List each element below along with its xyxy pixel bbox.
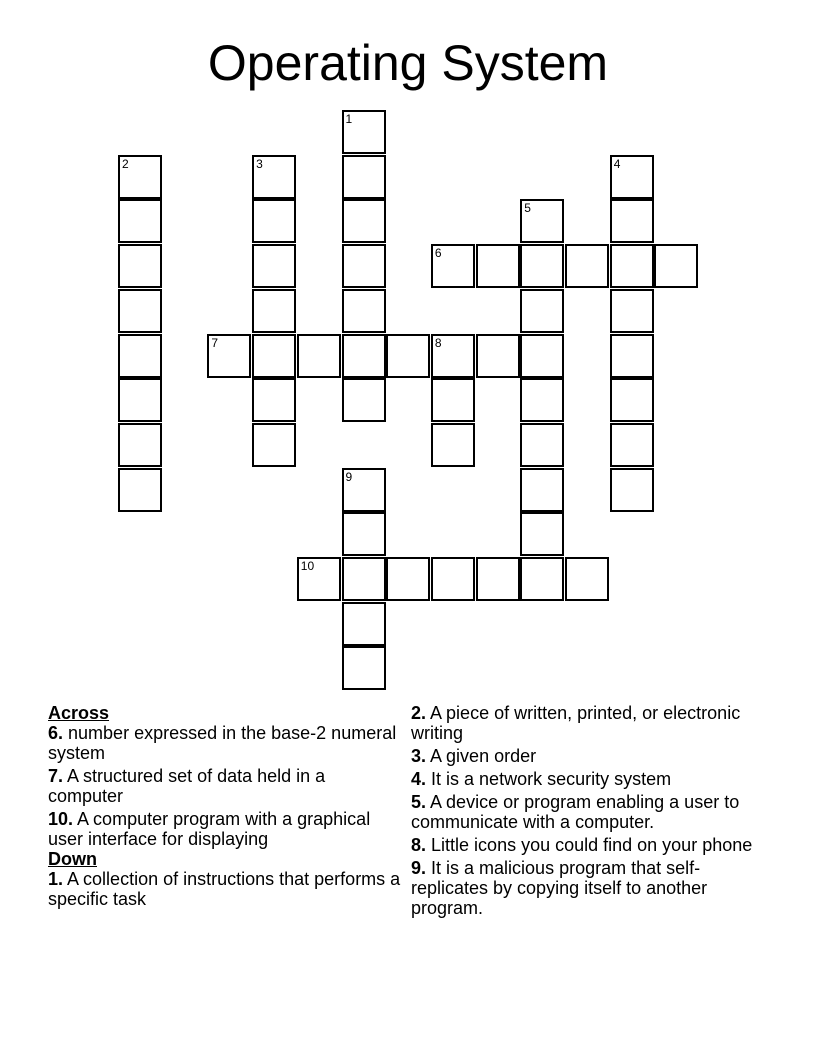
grid-cell[interactable] [118, 423, 162, 467]
clue-number: 8. [411, 835, 427, 855]
grid-cell[interactable] [342, 378, 386, 422]
across-clue-10 [48, 809, 403, 849]
clue-text: Little icons you could find on your phone [431, 835, 753, 855]
clue-number-label: 3 [256, 156, 263, 171]
grid-cell[interactable] [297, 557, 341, 601]
grid-cell[interactable] [610, 334, 654, 378]
grid-cell[interactable] [118, 244, 162, 288]
grid-cell[interactable] [610, 378, 654, 422]
across-heading: Across [48, 703, 110, 723]
grid-cell[interactable] [520, 289, 564, 333]
grid-cell[interactable] [342, 110, 386, 154]
grid-cell[interactable] [520, 378, 564, 422]
clue-number-label: 6 [434, 246, 442, 261]
grid-cell[interactable] [520, 334, 564, 378]
grid-cell[interactable] [297, 334, 341, 378]
grid-cell[interactable] [252, 423, 296, 467]
clue-number: 3. [411, 746, 427, 766]
down-clue-5 [411, 792, 771, 832]
grid-cell[interactable] [520, 244, 564, 288]
clue-text: A computer program with a graphical user interface for displaying [48, 809, 371, 849]
grid-cell[interactable] [342, 557, 386, 601]
grid-cell[interactable] [476, 557, 520, 601]
grid-cell[interactable] [118, 378, 162, 422]
clue-text: A device or program enabling a user to communicate with a computer. [411, 792, 740, 832]
grid-cell[interactable] [610, 468, 654, 512]
grid-cell[interactable] [431, 378, 475, 422]
grid-cell[interactable] [118, 199, 162, 243]
down-clue-3 [411, 746, 771, 766]
grid-cell[interactable] [118, 334, 162, 378]
grid-cell[interactable] [520, 557, 564, 601]
grid-cell[interactable] [610, 155, 654, 199]
grid-cell[interactable] [431, 423, 475, 467]
clue-number-label: 5 [524, 201, 531, 216]
puzzle-title: Operating System [207, 35, 609, 91]
grid-cell[interactable] [386, 334, 430, 378]
clues-left-column [48, 703, 403, 912]
across-clue-6 [48, 723, 403, 763]
clue-text: number expressed in the base-2 numeral system [48, 723, 397, 763]
grid-cell[interactable] [565, 557, 609, 601]
clue-number: 6. [48, 723, 64, 743]
clue-number-label: 9 [345, 469, 353, 484]
across-clue-7 [48, 766, 403, 806]
grid-cell[interactable] [207, 334, 251, 378]
down-clue-1 [48, 869, 403, 909]
clue-number: 9. [411, 858, 427, 878]
grid-cell[interactable] [610, 244, 654, 288]
down-clue-8 [411, 835, 771, 855]
grid-cell[interactable] [610, 289, 654, 333]
down-clue-4 [411, 769, 771, 789]
grid-cell[interactable] [610, 423, 654, 467]
clue-number: 10. [48, 809, 74, 829]
down-clue-2 [411, 703, 771, 743]
grid-cell[interactable] [342, 334, 386, 378]
clue-text: It is a malicious program that self-replicates by copying itself to another program. [411, 858, 708, 918]
clue-text: It is a network security system [431, 769, 672, 789]
grid-cell[interactable] [520, 423, 564, 467]
grid-cell[interactable] [431, 557, 475, 601]
grid-cell[interactable] [252, 199, 296, 243]
down-heading: Down [48, 849, 97, 869]
clue-number-label: 1 [345, 112, 353, 126]
grid-cell[interactable] [565, 244, 609, 288]
grid-cell[interactable] [118, 468, 162, 512]
grid-cell[interactable] [431, 334, 475, 378]
grid-cell[interactable] [252, 155, 296, 199]
grid-cell[interactable] [386, 557, 430, 601]
grid-cell[interactable] [520, 468, 564, 512]
grid-cell[interactable] [476, 334, 520, 378]
clue-number-label: 8 [434, 335, 442, 350]
grid-cell[interactable] [118, 289, 162, 333]
clue-number: 2. [411, 703, 427, 723]
grid-cell[interactable] [520, 199, 564, 243]
grid-cell[interactable] [342, 244, 386, 288]
grid-cell[interactable] [654, 244, 698, 288]
clue-number: 5. [411, 792, 427, 812]
grid-cell[interactable] [252, 244, 296, 288]
clue-number-label: 10 [300, 559, 315, 573]
down-clue-9 [411, 858, 771, 918]
grid-cell[interactable] [252, 289, 296, 333]
grid-cell[interactable] [476, 244, 520, 288]
grid-cell[interactable] [118, 155, 162, 199]
grid-cell[interactable] [610, 199, 654, 243]
clue-number-label: 2 [122, 156, 129, 171]
grid-cell[interactable] [342, 602, 386, 646]
clue-text: A piece of written, printed, or electronic writing [411, 703, 741, 743]
grid-cell[interactable] [342, 289, 386, 333]
grid-cell[interactable] [431, 244, 475, 288]
grid-cell[interactable] [520, 512, 564, 556]
grid-cell[interactable] [252, 378, 296, 422]
grid-cell[interactable] [342, 468, 386, 512]
clue-number: 4. [411, 769, 427, 789]
clue-number-label: 4 [613, 156, 621, 171]
clue-number-label: 7 [211, 335, 219, 350]
clue-number: 1. [48, 869, 64, 889]
grid-cell[interactable] [252, 334, 296, 378]
clue-text: A structured set of data held in a computer [48, 766, 326, 806]
clue-number: 7. [48, 766, 64, 786]
clues-right-column [411, 703, 771, 921]
clue-text: A collection of instructions that performs a specific task [48, 869, 401, 909]
grid-cell[interactable] [342, 155, 386, 199]
clue-text: A given order [430, 746, 537, 766]
grid-cell[interactable] [342, 199, 386, 243]
grid-cell[interactable] [342, 512, 386, 556]
grid-cell[interactable] [342, 646, 386, 690]
